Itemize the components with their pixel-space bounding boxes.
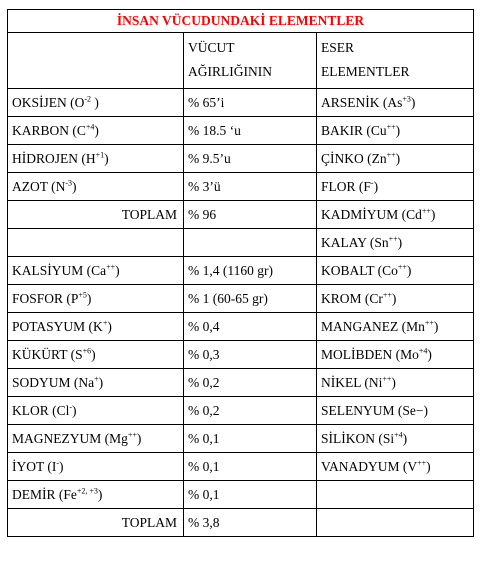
header-trace-elements-line1: ESER (321, 40, 355, 55)
trace-element-cell-close: ) (406, 262, 412, 278)
element-cell (8, 173, 184, 201)
trace-element-cell-charge: +3 (402, 94, 411, 103)
trace-element-cell-charge: ++ (388, 234, 398, 243)
trace-element-cell-text: MANGANEZ (Mn (321, 318, 425, 334)
trace-element-cell-text: MOLİBDEN (Mo (321, 346, 419, 362)
trace-element-cell (317, 425, 474, 453)
element-cell-text: İYOT (I (12, 458, 57, 474)
trace-element-cell-close: ) (426, 458, 431, 474)
body-weight-cell (184, 481, 317, 509)
element-cell-text: DEMİR (Fe (12, 486, 77, 502)
element-cell-close: ) (91, 94, 99, 110)
header-body-weight-line1: VÜCUT (188, 40, 235, 55)
element-cell-charge: - (69, 402, 73, 411)
element-cell-charge: +6 (82, 346, 92, 355)
trace-element-cell (317, 201, 474, 229)
element-cell (8, 145, 184, 173)
element-cell (8, 229, 184, 257)
element-cell-charge: -3 (65, 178, 73, 187)
trace-element-cell (317, 173, 474, 201)
trace-element-cell-close: ) (373, 178, 379, 194)
body-weight-cell (184, 509, 317, 537)
element-cell (8, 453, 184, 481)
trace-element-cell (317, 397, 474, 425)
trace-element-cell (317, 509, 474, 537)
body-weight-cell (184, 425, 317, 453)
element-cell-close: ) (107, 318, 112, 334)
element-cell-charge: -2 (84, 94, 92, 103)
element-cell (8, 481, 184, 509)
element-cell-charge: ++ (127, 430, 137, 439)
element-cell-charge: ++ (106, 262, 116, 271)
body-weight-cell-text: % 1,4 (1160 gr) (188, 262, 273, 278)
body-weight-cell-text: % 0,1 (188, 486, 220, 502)
element-cell-charge: - (56, 458, 60, 467)
title-row (8, 10, 474, 33)
table-row (8, 481, 474, 509)
body-weight-cell-text: % 0,1 (188, 430, 220, 446)
element-cell-close: ) (115, 262, 120, 278)
body-weight-cell-text: % 0,1 (188, 458, 220, 474)
element-cell-close: ) (104, 150, 109, 166)
trace-element-cell-charge: ++ (382, 374, 392, 383)
element-cell-charge: +5 (78, 290, 87, 299)
element-cell-close: ) (72, 402, 77, 418)
body-weight-cell-text: % 0,2 (188, 402, 220, 418)
table-row (8, 341, 474, 369)
element-cell-text: MAGNEZYUM (Mg (12, 430, 128, 446)
table-title: İNSAN VÜCUDUNDAKİ ELEMENTLER (8, 10, 474, 33)
body-weight-cell-text: % 0,2 (188, 374, 220, 390)
header-row (8, 33, 474, 89)
element-cell-text: HİDROJEN (H (12, 150, 96, 166)
trace-element-cell (317, 117, 474, 145)
trace-element-cell (317, 369, 474, 397)
body-weight-cell-text: % 18.5 ‘u (188, 122, 241, 138)
trace-element-cell-close: ) (433, 318, 439, 334)
header-empty-cell (8, 33, 184, 89)
element-cell-charge: + (94, 374, 99, 383)
trace-element-cell-charge: ++ (382, 290, 392, 299)
table-row (8, 397, 474, 425)
element-cell (8, 341, 184, 369)
trace-element-cell (317, 453, 474, 481)
body-weight-cell-text: % 1 (60-65 gr) (188, 290, 268, 306)
table-row (8, 173, 474, 201)
trace-element-cell-close: ) (395, 122, 401, 138)
body-weight-cell (184, 397, 317, 425)
trace-element-cell-text: KOBALT (Co (321, 262, 398, 278)
trace-element-cell-close: ) (395, 150, 401, 166)
trace-element-cell-close: ) (397, 234, 403, 250)
element-cell-close: ) (91, 346, 96, 362)
trace-element-cell-charge: ++ (386, 122, 396, 131)
table-row (8, 201, 474, 229)
body-weight-cell-text: % 3’ü (188, 178, 221, 194)
body-weight-cell-text: % 96 (188, 206, 217, 222)
body-weight-cell (184, 117, 317, 145)
trace-element-cell (317, 229, 474, 257)
body-weight-cell (184, 89, 317, 117)
trace-element-cell (317, 285, 474, 313)
element-cell-close: ) (94, 122, 99, 138)
trace-element-cell-charge: +4 (418, 346, 428, 355)
element-cell-text: FOSFOR (P (12, 290, 79, 306)
element-cell-text: KARBON (C (12, 122, 86, 138)
element-cell-close: ) (86, 290, 92, 306)
trace-element-cell-close: ) (430, 206, 436, 222)
trace-element-cell-text: SİLİKON (Si (321, 430, 395, 446)
elements-table (7, 9, 474, 537)
trace-element-cell-close: ) (391, 374, 396, 390)
body-weight-cell-text: % 65’i (188, 94, 225, 110)
table-row (8, 453, 474, 481)
element-cell-charge: + (102, 318, 108, 327)
element-cell (8, 117, 184, 145)
table-row (8, 313, 474, 341)
trace-element-cell-text: ARSENİK (As (321, 94, 403, 110)
element-cell (8, 89, 184, 117)
trace-element-cell-charge: ++ (386, 150, 396, 159)
table-row (8, 509, 474, 537)
trace-element-cell-text: KROM (Cr (321, 290, 383, 306)
trace-element-cell-text: BAKIR (Cu (321, 122, 387, 138)
element-cell-close: ) (98, 374, 104, 390)
trace-element-cell (317, 257, 474, 285)
body-weight-cell-text: % 0,4 (188, 318, 220, 334)
element-cell-charge: +2, +3 (76, 486, 98, 495)
body-weight-cell (184, 145, 317, 173)
table-row (8, 369, 474, 397)
trace-element-cell-charge: - (370, 178, 374, 187)
trace-element-cell-close: ) (427, 346, 432, 362)
body-weight-cell-text: % 9.5’u (188, 150, 231, 166)
table-row (8, 285, 474, 313)
element-cell (8, 369, 184, 397)
body-weight-cell-text: % 3,8 (188, 514, 220, 530)
element-cell-charge: +1 (95, 150, 105, 159)
element-cell-text: POTASYUM (K (12, 318, 103, 334)
element-cell-close: ) (59, 458, 64, 474)
table-row (8, 89, 474, 117)
body-weight-cell (184, 453, 317, 481)
trace-element-cell-text: VANADYUM (V (321, 458, 418, 474)
trace-element-cell-close: ) (410, 94, 416, 110)
element-cell-close: ) (97, 486, 103, 502)
trace-element-cell-text: FLOR (F (321, 178, 371, 194)
body-weight-cell-text: % 0,3 (188, 346, 220, 362)
body-weight-cell (184, 313, 317, 341)
element-cell (8, 509, 184, 537)
element-cell-text: KALSİYUM (Ca (12, 262, 107, 278)
body-weight-cell (184, 285, 317, 313)
body-weight-cell (184, 257, 317, 285)
element-cell (8, 201, 184, 229)
table-row (8, 257, 474, 285)
element-cell (8, 397, 184, 425)
trace-element-cell-text: SELENYUM (Se−) (321, 402, 428, 418)
table-row (8, 229, 474, 257)
element-cell-text: KLOR (Cl (12, 402, 70, 418)
element-cell (8, 313, 184, 341)
trace-element-cell-text: KALAY (Sn (321, 234, 389, 250)
trace-element-cell (317, 145, 474, 173)
trace-element-cell (317, 481, 474, 509)
trace-element-cell-charge: ++ (397, 262, 407, 271)
body-weight-cell (184, 369, 317, 397)
header-body-weight (184, 33, 317, 89)
trace-element-cell (317, 313, 474, 341)
element-cell-text: OKSİJEN (O (12, 94, 85, 110)
header-trace-elements-line2: ELEMENTLER (321, 64, 410, 79)
element-cell-text: TOPLAM (121, 514, 177, 530)
element-cell-close: ) (136, 430, 142, 446)
body-weight-cell (184, 341, 317, 369)
table-row (8, 117, 474, 145)
trace-element-cell-close: ) (402, 430, 408, 446)
body-weight-cell (184, 173, 317, 201)
element-cell-text: KÜKÜRT (S (12, 346, 83, 362)
table-row (8, 145, 474, 173)
element-cell (8, 425, 184, 453)
header-body-weight-line2: AĞIRLIĞININ (188, 64, 272, 79)
element-cell-text: TOPLAM (121, 206, 177, 222)
element-cell-text: SODYUM (Na (12, 374, 95, 390)
element-cell-text: AZOT (N (12, 178, 66, 194)
trace-element-cell-text: ÇİNKO (Zn (321, 150, 387, 166)
trace-element-cell-close: ) (391, 290, 397, 306)
trace-element-cell-text: NİKEL (Ni (321, 374, 383, 390)
trace-element-cell (317, 89, 474, 117)
element-cell (8, 285, 184, 313)
table-row (8, 425, 474, 453)
body-weight-cell (184, 201, 317, 229)
body-weight-cell (184, 229, 317, 257)
trace-element-cell-text: KADMİYUM (Cd (321, 206, 422, 222)
element-cell-charge: +4 (85, 122, 95, 131)
element-cell-close: ) (72, 178, 77, 194)
trace-element-cell-charge: +4 (394, 430, 403, 439)
trace-element-cell (317, 341, 474, 369)
trace-element-cell-charge: ++ (424, 318, 434, 327)
header-trace-elements (317, 33, 474, 89)
trace-element-cell-charge: ++ (421, 206, 431, 215)
element-cell (8, 257, 184, 285)
trace-element-cell-charge: ++ (417, 458, 427, 467)
